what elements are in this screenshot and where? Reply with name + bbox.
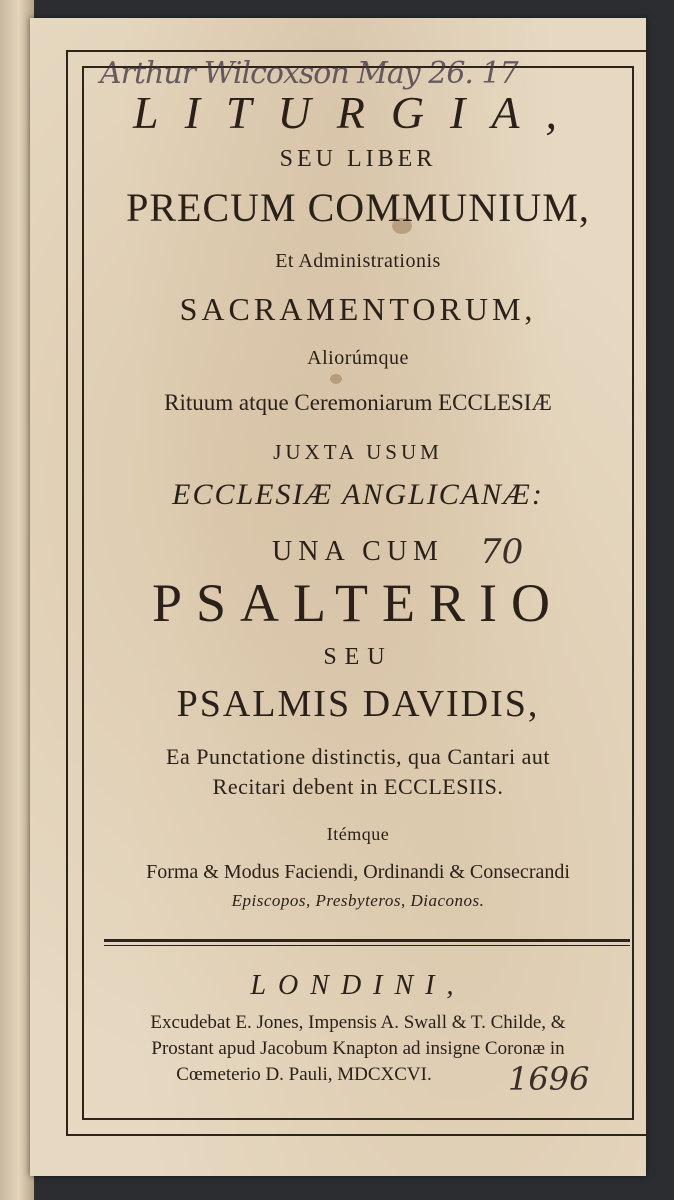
imprint-line-2: Prostant apud Jacobum Knapton ad insigne Coronæ in (151, 1038, 565, 1059)
divider-rule (104, 939, 630, 942)
title-una-cum: UNA CUM (272, 536, 444, 567)
title-psalmis-davidis: PSALMIS DAVIDIS, (176, 683, 540, 725)
handwritten-signature: Arthur Wilcoxson May 26. 17 (100, 56, 518, 91)
title-precum-communium: PRECUM COMMUNIUM, (126, 185, 590, 230)
book-spine-edge (0, 0, 34, 1200)
title-liturgia: LITURGIA, (133, 87, 583, 138)
title-forma-modus: Forma & Modus Faciendi, Ordinandi & Consecrandi (146, 861, 570, 883)
title-juxta-usum: JUXTA USUM (273, 440, 443, 464)
title-episcopos: Episcopos, Presbyteros, Diaconos. (231, 891, 485, 910)
title-sacramentorum: SACRAMENTORUM, (179, 291, 537, 327)
title-punctatione: Ea Punctatione distinctis, qua Cantari aut (166, 744, 550, 769)
title-ecclesiae-anglicanae: ECCLESIÆ ANGLICANÆ: (172, 478, 544, 511)
title-seu: SEU (323, 644, 393, 670)
title-aliorumque: Aliorúmque (307, 347, 409, 369)
title-itemque: Itémque (326, 824, 390, 844)
imprint-line-1: Excudebat E. Jones, Impensis A. Swall & T. Childe, & (150, 1012, 566, 1033)
title-seu-liber: SEU LIBER (279, 146, 437, 172)
title-administrationis: Et Administrationis (275, 250, 441, 272)
divider-rule-thin (104, 945, 630, 946)
imprint-line-3: Cœmeterio D. Pauli, MDCXCVI. (176, 1064, 432, 1085)
handwritten-year: 1696 (508, 1060, 590, 1098)
title-recitari: Recitari debent in ECCLESIIS. (212, 774, 504, 799)
imprint-londini: LONDINI, (250, 970, 466, 1001)
title-psalterio: PSALTERIO (151, 573, 565, 633)
title-rituum: Rituum atque Ceremoniarum ECCLESIÆ (164, 390, 552, 415)
handwritten-number: 70 (480, 532, 524, 572)
